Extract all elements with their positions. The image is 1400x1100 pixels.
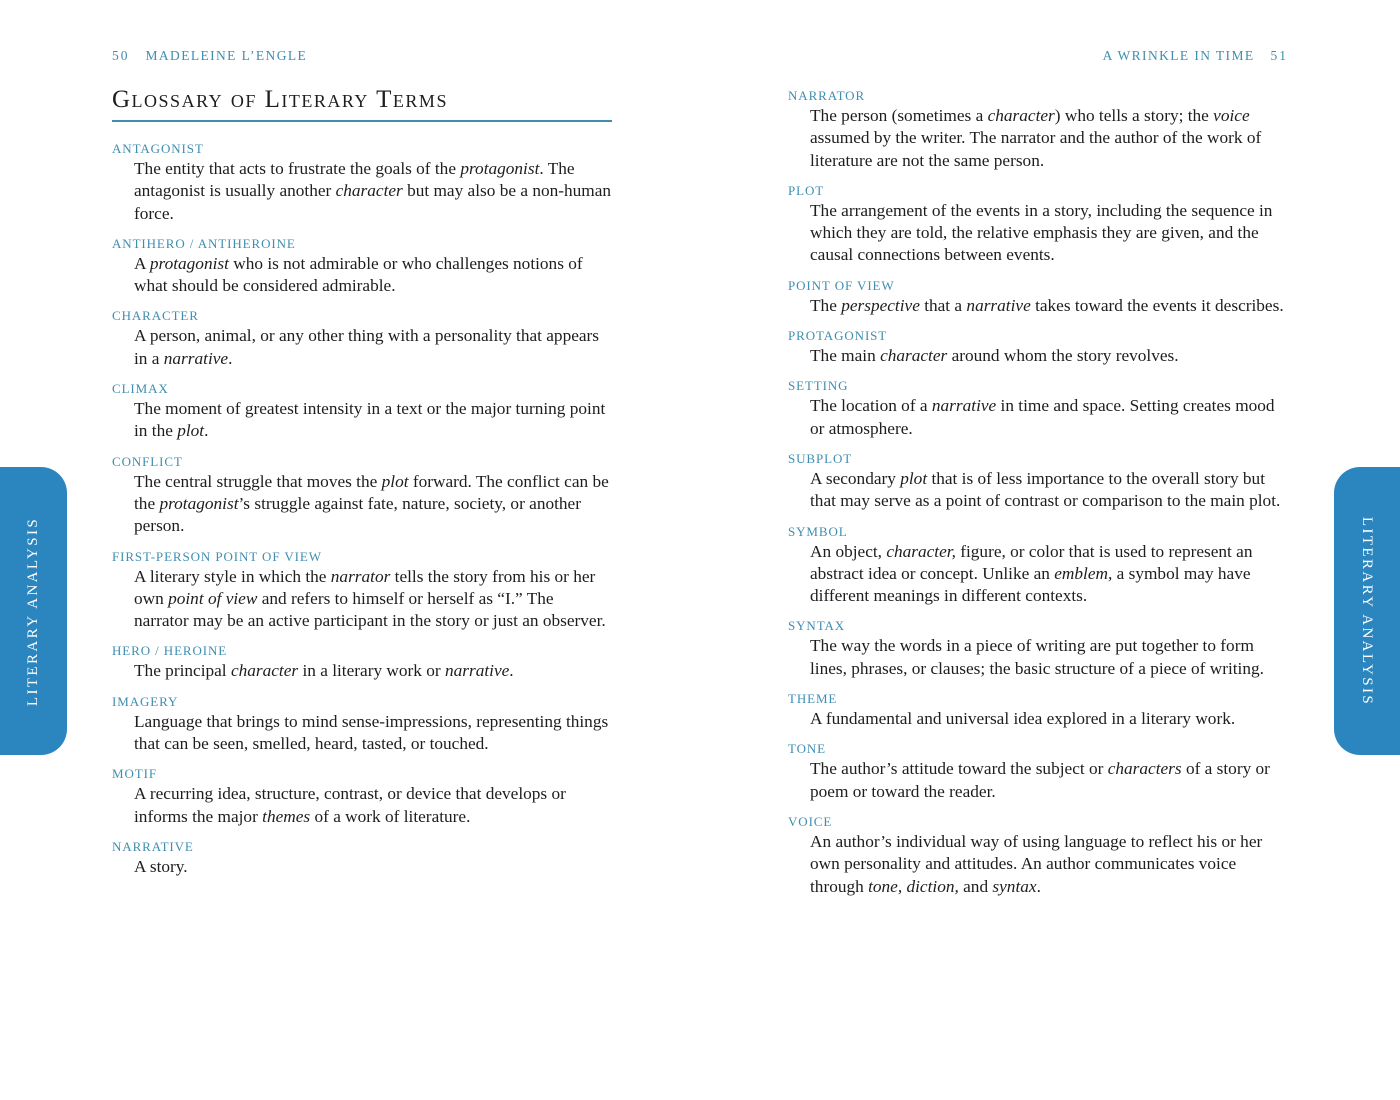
- glossary-term: NARRATIVE: [112, 838, 194, 854]
- glossary-definition: [112, 566, 612, 633]
- definition-text: in time and space. Setting creates mood or atmosphere.: [810, 396, 1275, 438]
- definition-text: assumed by the writer. The narrator and the author of the work of literature are not the same person.: [810, 128, 1262, 170]
- italic-term-reference: character: [880, 346, 948, 366]
- definition-text: The way the words in a piece of writing are put together to form lines, phrases, or clauses; the basic structure of a piece of writing.: [810, 636, 1264, 678]
- glossary-entry: [788, 617, 1288, 680]
- glossary-entry: [112, 838, 612, 878]
- definition-text: The entity that acts to frustrate the goals of the: [134, 159, 461, 178]
- italic-term-reference: syntax: [992, 876, 1037, 896]
- definition-text: ’s struggle against fate, nature, society, or another person.: [134, 493, 581, 536]
- glossary-term: PLOT: [788, 182, 825, 198]
- glossary-entry: [788, 327, 1288, 367]
- italic-term-reference: protagonist: [460, 159, 540, 178]
- glossary-definition: [112, 711, 612, 756]
- italic-term-reference: character,: [886, 541, 956, 561]
- glossary-term: TONE: [788, 741, 827, 757]
- italic-term-reference: protagonist: [159, 493, 239, 513]
- glossary-term: CONFLICT: [112, 453, 183, 469]
- glossary-definition: [788, 345, 1288, 367]
- definition-text: ) who tells a story; the: [1054, 106, 1214, 125]
- italic-term-reference: perspective: [841, 295, 920, 315]
- definition-text: The principal: [134, 661, 231, 681]
- italic-term-reference: narrative: [931, 396, 997, 416]
- definition-text: around whom the story revolves.: [947, 346, 1179, 366]
- definition-text: An author’s individual way of using language to reflect his or her own personality and attitudes. An author communicates voice through: [810, 831, 1263, 896]
- glossary-entry: [788, 277, 1288, 317]
- definition-text: .: [1036, 876, 1041, 896]
- definition-text: Language that brings to mind sense-impressions, representing things that can be seen, smelled, heard, tasted, or touched.: [134, 711, 609, 754]
- glossary-definition: [112, 856, 612, 878]
- definition-text: The main: [810, 346, 881, 366]
- italic-term-reference: character: [987, 106, 1055, 125]
- definition-text: .: [509, 661, 514, 681]
- definition-text: A recurring idea, structure, contrast, or device that develops or informs the major: [134, 784, 566, 826]
- glossary-term: SYNTAX: [788, 618, 846, 634]
- glossary-definition: [112, 398, 612, 443]
- glossary-definition: [788, 831, 1288, 898]
- glossary-term: IMAGERY: [112, 693, 179, 709]
- running-head-right: [1103, 48, 1288, 64]
- glossary-term: NARRATOR: [788, 88, 866, 103]
- glossary-definition: [788, 200, 1288, 267]
- definition-text: .: [228, 348, 233, 368]
- glossary-entry: [788, 523, 1288, 608]
- italic-term-reference: themes: [262, 806, 311, 826]
- definition-text: of a story or poem or toward the reader.: [810, 759, 1270, 801]
- glossary-definition: [788, 635, 1288, 680]
- definition-text: The location of a: [810, 396, 932, 416]
- glossary-entry: [788, 740, 1288, 803]
- glossary-entry: [788, 182, 1288, 267]
- glossary-term: ANTAGONIST: [112, 141, 204, 156]
- definition-text: The person (sometimes a: [810, 106, 988, 125]
- glossary-definition: [112, 660, 612, 682]
- glossary-entry: [788, 813, 1288, 898]
- glossary-entry: [788, 450, 1288, 513]
- glossary-entry: [112, 453, 612, 538]
- glossary-entry: [112, 140, 612, 225]
- definition-text: .: [204, 421, 209, 441]
- definition-text: tells the story from his or her own: [134, 566, 596, 608]
- italic-term-reference: narrative: [444, 661, 510, 681]
- italic-term-reference: characters: [1107, 759, 1182, 779]
- glossary-term: SETTING: [788, 378, 849, 394]
- definition-text: The: [810, 295, 842, 315]
- glossary-definition: [112, 471, 612, 538]
- italic-term-reference: protagonist: [149, 253, 229, 273]
- definition-text: figure, or color that is used to represent an abstract idea or concept. Unlike an: [810, 541, 1253, 583]
- definition-text: A: [134, 253, 150, 273]
- glossary-definition: [788, 295, 1288, 317]
- glossary-term: THEME: [788, 691, 838, 707]
- glossary-definition: [112, 158, 612, 225]
- glossary-definition: [112, 253, 612, 298]
- glossary-definition: [788, 758, 1288, 803]
- definition-text: A story.: [134, 856, 188, 876]
- definition-text: but may also be a non-human force.: [134, 181, 612, 223]
- glossary-entry: [112, 642, 612, 682]
- definition-text: . The antagonist is usually another: [134, 159, 575, 201]
- definition-text: takes toward the events it describes.: [1030, 295, 1284, 315]
- glossary-term: SYMBOL: [788, 523, 848, 539]
- italic-term-reference: character: [230, 661, 299, 681]
- glossary-definition: [788, 541, 1288, 608]
- glossary-term: VOICE: [788, 813, 833, 829]
- glossary-entry: [112, 235, 612, 298]
- definition-text: that a: [919, 295, 967, 315]
- definition-text: forward. The conflict can be the: [134, 471, 609, 513]
- book-title: A WRINKLE IN TIME: [1102, 48, 1255, 63]
- glossary-entry: [788, 377, 1288, 440]
- italic-term-reference: plot: [177, 421, 205, 441]
- glossary-definition: [788, 708, 1288, 730]
- definition-text: An object,: [810, 541, 887, 561]
- section-tab-label: LITERARY ANALYSIS: [1359, 516, 1376, 706]
- glossary-term: CHARACTER: [112, 308, 199, 324]
- glossary-definition: [788, 105, 1288, 172]
- definition-text: A literary style in which the: [134, 566, 331, 586]
- glossary-list-right: [788, 87, 1288, 908]
- page-number-left: 50: [112, 48, 130, 63]
- glossary-term: FIRST-PERSON POINT OF VIEW: [112, 548, 322, 564]
- glossary-entry: [788, 87, 1288, 172]
- definition-text: The arrangement of the events in a story, including the sequence in which they are told, the relative emphasis they are given, and the causal connections between events.: [810, 200, 1273, 265]
- glossary-term: POINT OF VIEW: [788, 277, 895, 293]
- glossary-term: MOTIF: [112, 766, 157, 782]
- italic-term-reference: plot: [900, 468, 928, 488]
- glossary-definition: [788, 468, 1288, 513]
- glossary-term: HERO / HEROINE: [112, 643, 228, 659]
- definition-text: The central struggle that moves the: [134, 471, 382, 491]
- glossary-entry: [112, 307, 612, 370]
- definition-text: that is of less importance to the overall story but that may serve as a point of contrast or comparison to the main plot.: [810, 468, 1281, 511]
- page-title: Glossary of Literary Terms: [112, 86, 612, 122]
- glossary-definition: [788, 395, 1288, 440]
- glossary-definition: [112, 783, 612, 828]
- definition-text: A secondary: [810, 468, 901, 488]
- definition-text: The author’s attitude toward the subject or: [810, 759, 1108, 779]
- definition-text: and: [958, 876, 993, 896]
- glossary-term: CLIMAX: [112, 381, 169, 397]
- glossary-entry: [112, 380, 612, 443]
- section-tab-label: LITERARY ANALYSIS: [25, 516, 42, 706]
- definition-text: in a literary work or: [298, 661, 445, 681]
- glossary-definition: [112, 325, 612, 370]
- glossary-term: SUBPLOT: [788, 450, 853, 466]
- definition-text: A fundamental and universal idea explored in a literary work.: [810, 709, 1236, 729]
- italic-term-reference: emblem,: [1054, 563, 1113, 583]
- section-tab-left: [0, 467, 67, 755]
- glossary-entry: [112, 548, 612, 633]
- italic-term-reference: narrator: [330, 566, 391, 586]
- definition-text: of a work of literature.: [310, 806, 471, 826]
- italic-term-reference: narrative: [163, 348, 229, 368]
- author-name: MADELEINE L’ENGLE: [145, 48, 308, 63]
- running-head-left: [112, 48, 307, 64]
- italic-term-reference: plot: [381, 471, 409, 491]
- glossary-entry: [112, 765, 612, 828]
- glossary-entry: [112, 693, 612, 756]
- italic-term-reference: tone, diction,: [868, 876, 959, 896]
- definition-text: and refers to himself or herself as “I.” The narrator may be an active participant in the story or just an observer.: [134, 588, 606, 631]
- section-tab-right: [1334, 467, 1400, 755]
- definition-text: The moment of greatest intensity in a text or the major turning point in the: [134, 399, 606, 441]
- italic-term-reference: narrative: [966, 295, 1031, 315]
- italic-term-reference: point of view: [168, 588, 258, 608]
- glossary-entry: [788, 690, 1288, 730]
- glossary-term: ANTIHERO / ANTIHEROINE: [112, 235, 296, 251]
- definition-text: a symbol may have different meanings in different contexts.: [810, 563, 1251, 606]
- glossary-term: PROTAGONIST: [788, 328, 888, 344]
- italic-term-reference: character: [335, 181, 403, 201]
- page-number-right: 51: [1270, 48, 1288, 63]
- italic-term-reference: voice: [1213, 106, 1250, 125]
- definition-text: A person, animal, or any other thing with a personality that appears in a: [134, 326, 600, 368]
- glossary-list-left: [112, 140, 612, 888]
- definition-text: who is not admirable or who challenges notions of what should be considered admirable.: [134, 253, 583, 296]
